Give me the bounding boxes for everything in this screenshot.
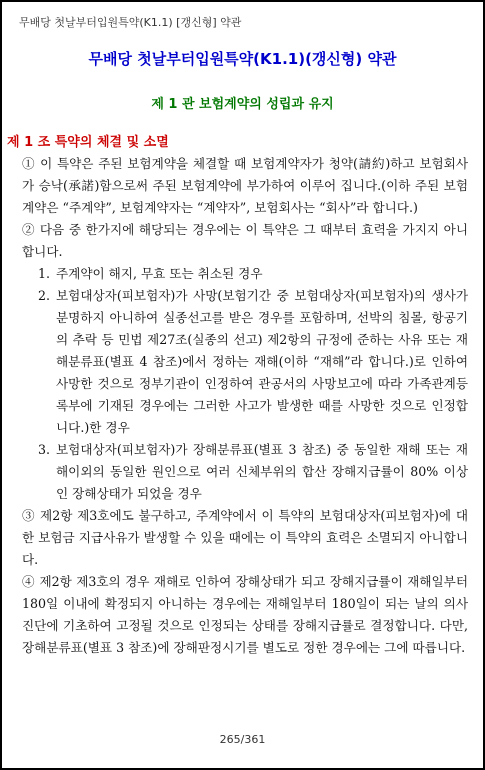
article-body [22, 153, 468, 659]
section-heading: 제 1 관 보험계약의 성립과 유지 [151, 97, 334, 112]
list-item [22, 439, 468, 505]
running-header: 무배당 첫날부터입원특약(K1.1) [갱신형] 약관 [19, 16, 242, 29]
list-item-number: 3. [37, 442, 50, 457]
document-title: 무배당 첫날부터입원특약(K1.1)(갱신형) 약관 [88, 50, 397, 68]
paragraph-4: ④ 제2항 제3호의 경우 재해로 인하여 장해상태가 되고 장해지급률이 재해일부터 180일 이내에 확정되지 아니하는 경우에는 재해일부터 180일이 되는 날의 의사진단에 기초하여 고정될 것으로 인정되는 상태를 장해지급률로 결정합니다. 다만, 장해분류표(별표 3 참조)에 장해판정시기를 별도로 정한 경우에는 그에 따릅니다. [22, 574, 468, 655]
list-item-text: 보험대상자(피보험자)가 사망(보험기간 중 보험대상자(피보험자)의 생사가 분명하지 아니하여 실종선고를 받은 경우를 포함하며, 선박의 침몰, 항공기의 추락 등 민법 제27조(실종의 선고) 제2항의 규정에 준하는 사유 또는 재해분류표(별표 4 참조)에서 정하는 재해(이하 “재해”라 합니다.)로 인하여 사망한 것으로 정부기관이 인정하여 관공서의 사망보고에 따라 가족관계등록부에 기재된 경우에는 그러한 사고가 발생한 때를 사망한 것으로 인정합니다.)한 경우 [56, 288, 468, 435]
article-heading: 제 1 조 특약의 체결 및 소멸 [7, 135, 169, 150]
list-item-text: 보험대상자(피보험자)가 장해분류표(별표 3 참조) 중 동일한 재해 또는 재해이외의 동일한 원인으로 여러 신체부위의 합산 장해지급률이 80% 이상인 장해상태가 되었을 경우 [56, 442, 468, 501]
list-item-number: 2. [37, 288, 50, 303]
list-item-number: 1. [37, 266, 50, 281]
condition-list [22, 263, 468, 505]
paragraph-1: ① 이 특약은 주된 보험계약을 체결할 때 보험계약자가 청약(請約)하고 보험회사가 승낙(承諾)함으로써 주된 보험계약에 부가하여 이루어 집니다.(이하 주된 보험계약은 “주계약”, 보험계약자는 “계약자”, 보험회사는 “회사”라 합니다.) [22, 156, 468, 215]
paragraph-3: ③ 제2항 제3호에도 불구하고, 주계약에서 이 특약의 보험대상자(피보험자)에 대한 보험금 지급사유가 발생할 수 있을 때에는 이 특약의 효력은 소멸되지 아니합니다. [22, 508, 468, 567]
page-number: 265/361 [219, 733, 266, 746]
list-item [22, 263, 468, 285]
document-page [2, 2, 483, 768]
list-item [22, 285, 468, 439]
paragraph-2: ② 다음 중 한가지에 해당되는 경우에는 이 특약은 그 때부터 효력을 가지지 아니합니다. [22, 222, 468, 259]
list-item-text: 주계약이 해지, 무효 또는 취소된 경우 [56, 266, 263, 281]
